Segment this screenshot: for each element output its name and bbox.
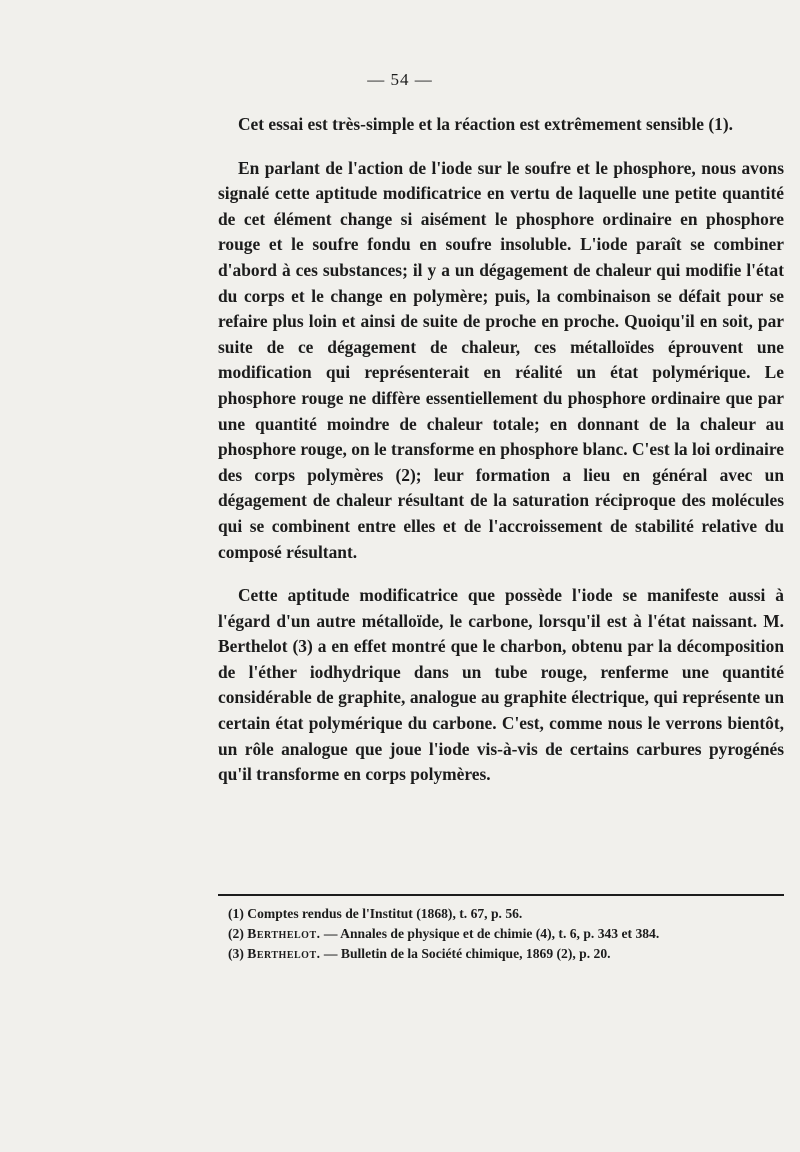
footnote-2: [228, 924, 784, 944]
footnote-number: (1): [228, 906, 244, 921]
page-number: — 54 —: [367, 70, 433, 89]
footnote-author: Berthelot.: [247, 946, 321, 961]
footnote-rule: [218, 894, 784, 896]
footnote-number: (3): [228, 946, 244, 961]
paragraph-3: Cette aptitude modificatrice que possède l'iode se manifeste aussi à l'égard d'un autre métalloïde, le carbone, lorsqu'il est à l'état naissant. M. Berthelot (3) a en effet montré que le charbon, obtenu par la décomposition de l'éther iodhydrique dans un tube rouge, renferme une quantité considérable de graphite, analogue au graphite électrique, qui représente un certain état polymérique du carbone. C'est, comme nous le verrons bientôt, un rôle analogue que joue l'iode vis-à-vis de certains carbures pyrogénés qu'il transforme en corps polymères.: [218, 585, 784, 785]
footnote-text: Comptes rendus de l'Institut (1868), t. 67, p. 56.: [247, 906, 523, 921]
footnote-author: Berthelot.: [247, 926, 321, 941]
footnote-1: [228, 904, 784, 924]
footnote-text: — Annales de physique et de chimie (4), t. 6, p. 343 et 384.: [320, 926, 660, 941]
footnotes: [228, 904, 784, 964]
body-text: [218, 112, 784, 788]
footnote-3: [228, 944, 784, 964]
paragraph-2: En parlant de l'action de l'iode sur le soufre et le phosphore, nous avons signalé cette aptitude modificatrice en vertu de laquelle une petite quantité de cet élément change si aisément le phosphore ordinaire en phosphore rouge et le soufre fondu en soufre insoluble. L'iode paraît se combiner d'abord à ces substances; il y a un dégagement de chaleur qui modifie l'état du corps et le change en polymère; puis, la combinaison se défait pour se refaire plus loin et ainsi de suite de proche en proche. Quoiqu'il en soit, par suite de ce dégagement de chaleur, ces métalloïdes éprouvent une modification qui représenterait en réalité un état polymérique. Le phosphore rouge ne diffère essentiellement du phosphore ordinaire que par une quantité moindre de chaleur totale; en donnant de la chaleur au phosphore rouge, on le transforme en phosphore blanc. C'est la loi ordinaire des corps polymères (2); leur formation a lieu en général avec un dégagement de chaleur résultant de la saturation réciproque des molécules qui se combinent entre elles et de l'accroissement de stabilité relative du composé résultant.: [218, 157, 784, 562]
footnote-number: (2): [228, 926, 244, 941]
footnote-text: — Bulletin de la Société chimique, 1869 (2), p. 20.: [320, 946, 611, 961]
paragraph-1: Cet essai est très-simple et la réaction est extrêmement sensible (1).: [238, 114, 733, 134]
